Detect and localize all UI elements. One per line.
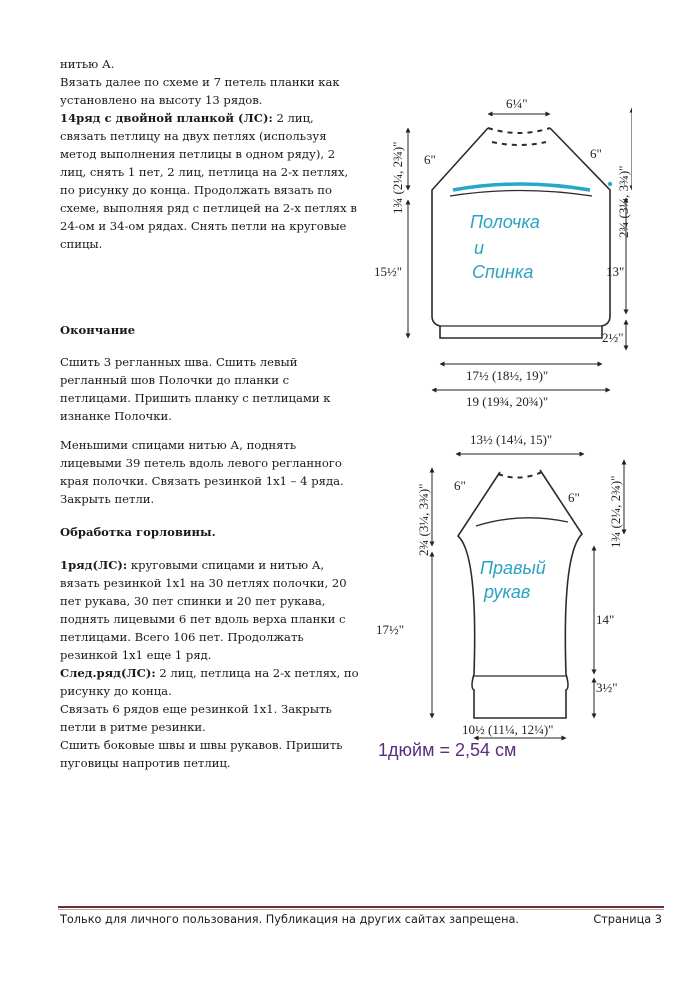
sleeve-piece — [376, 432, 624, 738]
body-top-width: 6¼" — [506, 96, 528, 111]
sleeve-raglan-right: 6" — [568, 490, 580, 505]
next-row-body: 2 лиц, петлица на 2-х петлях, по рисунку до конца. — [60, 666, 359, 698]
body-piece — [374, 96, 632, 409]
body-raglan-left: 6" — [424, 152, 436, 167]
body-label-front: Полочка — [470, 212, 540, 232]
next-row-heading: След.ряд(ЛС): — [60, 666, 156, 680]
body-right-rib: 2½" — [602, 330, 624, 345]
heading-finishing: Окончание — [60, 323, 136, 337]
body-neck-dashed — [488, 128, 550, 133]
body-left-upper: 1¾ (2¼, 2¾)" — [390, 141, 405, 214]
row-14-heading: 14ряд с двойной планкой (ЛС): — [60, 111, 273, 125]
body-yoke-line — [453, 184, 590, 190]
sleeve-left-upper: 2¾ (3¼, 3¾)" — [416, 483, 431, 556]
sleeve-label-right: Правый — [480, 558, 546, 578]
neck-row1-heading: 1ряд(ЛС): — [60, 558, 128, 572]
body-width-outer: 19 (19¾, 20¾)" — [466, 394, 549, 409]
footer-rule — [58, 906, 664, 908]
footer-rule-light — [58, 909, 664, 910]
footer-notice: Только для личного пользования. Публикация на других сайтах запрещена. — [60, 913, 519, 926]
sleeve-right-rib: 3½" — [596, 680, 618, 695]
paragraph-pick-up: Меньшими спицами нитью А, поднять лицевыми 39 петель вдоль левого регланного края полочки. Связать резинкой 1х1 – 4 ряда. Закрыть петли. — [60, 438, 344, 506]
sleeve-raglan-left: 6" — [454, 478, 466, 493]
inch-conversion-note: 1дюйм = 2,54 см — [378, 740, 517, 760]
body-label-and: и — [474, 238, 485, 258]
paragraph-bind-off: Связать 6 рядов еще резинкой 1х1. Закрыть петли в ритме резинки. — [60, 702, 332, 734]
body-outline — [432, 128, 610, 338]
paragraph-yarn-a: нитью А. — [60, 57, 115, 71]
paragraph-seams: Сшить 3 регланных шва. Сшить левый регланный шов Полочки до планки с петлицами. Пришить планку с петлицами к изнанке Полочки. — [60, 355, 331, 423]
sleeve-left-length: 17½" — [376, 622, 405, 637]
heading-neckband: Обработка горловины. — [60, 525, 216, 539]
sleeve-bottom-width: 10½ (11¼, 12¼)" — [462, 722, 554, 737]
paragraph-next-row — [60, 664, 360, 700]
sleeve-right-mid: 14" — [596, 612, 615, 627]
neck-row1-body: круговыми спицами и нитью А, вязать резинкой 1х1 на 30 петлях полочки, 20 пет рукава, 30 пет спинки и 20 пет рукава, поднять лицевыми 6 пет вдоль верха планки с петлицами. Всего 106 пет. Продолжать резинкой 1х1 еще 1 ряд. — [60, 558, 347, 662]
body-raglan-right: 6" — [590, 146, 602, 161]
sleeve-top-dashed — [498, 472, 542, 478]
sleeve-label-sleeve: рукав — [484, 582, 531, 602]
paragraph-neck-row1 — [60, 556, 360, 664]
body-width-inner: 17½ (18½, 19)" — [466, 368, 549, 383]
body-right-upper: 2¾ (3¼, 3¾)" — [616, 165, 631, 238]
sleeve-right-upper: 1¾ (2¼, 2¾)" — [608, 475, 623, 548]
sleeve-top-width: 13½ (14¼, 15)" — [470, 432, 553, 447]
schematic-diagram — [370, 78, 632, 762]
body-label-back: Спинка — [472, 262, 534, 282]
body-neck-dashed-2 — [492, 142, 546, 145]
body-left-length: 15½" — [374, 264, 403, 279]
page-number: Страница 3 — [593, 913, 662, 926]
paragraph-sew-buttons: Сшить боковые швы и швы рукавов. Пришить пуговицы напротив петлиц. — [60, 738, 343, 770]
instructions-text — [60, 55, 360, 772]
paragraph-continue-chart: Вязать далее по схеме и 7 петель планки как установлено на высоту 13 рядов. — [60, 75, 340, 107]
paragraph-row-14 — [60, 109, 360, 253]
body-right-mid: 13" — [606, 264, 625, 279]
row-14-body: 2 лиц, связать петлицу на двух петлях (используя метод выполнения петлицы в одном ряду), 2 лиц, снять 1 пет, 2 лиц, петлица на 2-х петлях, по рисунку до конца. Продолжать вязать по схеме, выполняя ряд с петлицей на 2-х петлях в 24-ом и 34-ом рядах. Снять петли на круговые спицы. — [60, 111, 357, 251]
